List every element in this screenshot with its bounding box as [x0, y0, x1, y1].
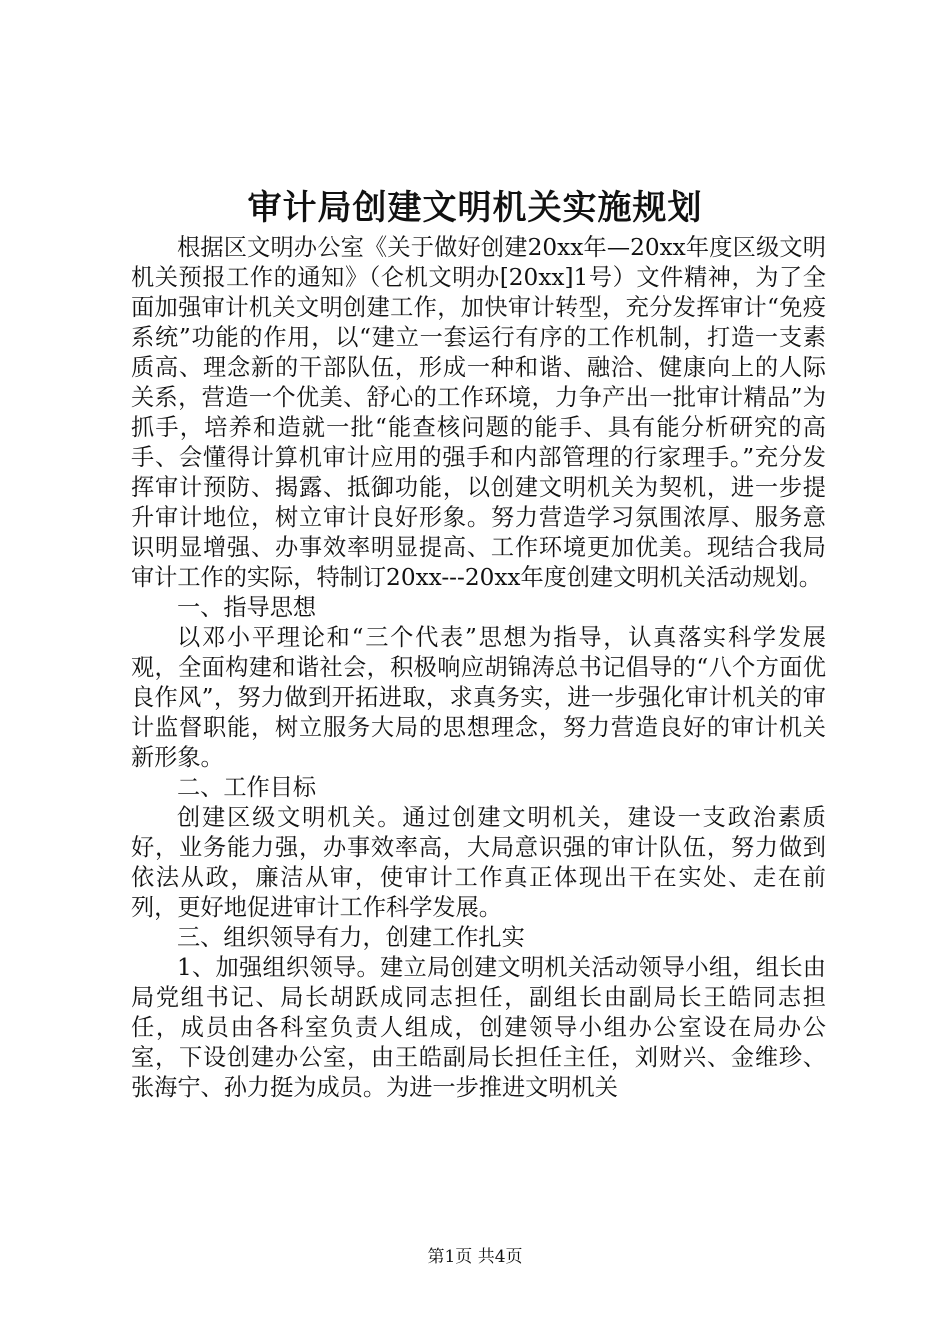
section-heading-organization: 三、组织领导有力，创建工作扎实: [177, 924, 525, 951]
document-body: [131, 233, 826, 1103]
work-goals-paragraph: 创建区级文明机关。通过创建文明机关，建设一支政治素质好，业务能力强，办事效率高，大局意识强的审计队伍，努力做到依法从政，廉洁从审，使审计工作真正体现出干在实处、走在前列，更好地促进审计工作科学发展。: [131, 804, 826, 921]
organization-paragraph: 1、加强组织领导。建立局创建文明机关活动领导小组，组长由局党组书记、局长胡跃成同志担任，副组长由副局长王皓同志担任，成员由各科室负责人组成，创建领导小组办公室设在局办公室，下设创建办公室，由王皓副局长担任主任，刘财兴、金维珍、张海宁、孙力挺为成员。为进一步推进文明机关: [131, 954, 826, 1101]
section-heading-guiding-ideology: 一、指导思想: [177, 594, 317, 621]
section-heading-work-goals: 二、工作目标: [177, 774, 317, 801]
intro-paragraph: 根据区文明办公室《关于做好创建20xx年—20xx年度区级文明机关预报工作的通知》（仑机文明办[20xx]1号）文件精神，为了全面加强审计机关文明创建工作，加快审计转型，充分发挥审计“免疫系统”功能的作用，以“建立一套运行有序的工作机制，打造一支素质高、理念新的干部队伍，形成一种和谐、融洽、健康向上的人际关系，营造一个优美、舒心的工作环境，力争产出一批审计精品”为抓手，培养和造就一批“能查核问题的能手、具有能分析研究的高手、会懂得计算机审计应用的强手和内部管理的行家理手。”充分发挥审计预防、揭露、抵御功能，以创建文明机关为契机，进一步提升审计地位，树立审计良好形象。努力营造学习氛围浓厚、服务意识明显增强、办事效率明显提高、工作环境更加优美。现结合我局审计工作的实际，特制订20xx---20xx年度创建文明机关活动规划。: [131, 234, 826, 591]
guiding-ideology-paragraph: 以邓小平理论和“三个代表”思想为指导，认真落实科学发展观，全面构建和谐社会，积极响应胡锦涛总书记倡导的“八个方面优良作风”，努力做到开拓进取，求真务实，进一步强化审计机关的审计监督职能，树立服务大局的思想理念，努力营造良好的审计机关新形象。: [131, 624, 826, 771]
document-title: 审计局创建文明机关实施规划: [247, 188, 703, 228]
page-number-footer: 第1页 共4页: [427, 1247, 523, 1267]
